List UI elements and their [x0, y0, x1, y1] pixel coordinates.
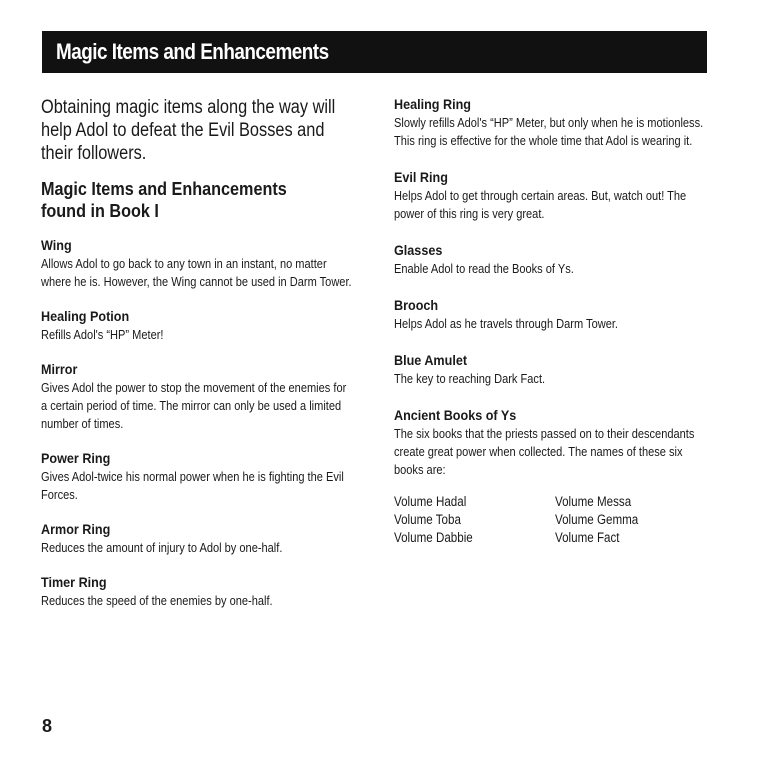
item-name: Armor Ring — [41, 521, 111, 537]
volume-item: Volume Messa — [555, 494, 632, 509]
item-description: Allows Adol to go back to any town in an instant, no matter where he is. However, the Wing cannot be used in Darm Tower. — [41, 256, 352, 289]
item-description: The six books that the priests passed on to their descendants create great power when collected. The names of these six books are: — [394, 426, 695, 477]
item-name: Evil Ring — [394, 169, 448, 185]
item-armor-ring — [41, 521, 361, 557]
item-description: Helps Adol as he travels through Darm Tower. — [394, 316, 618, 331]
item-name: Blue Amulet — [394, 352, 468, 368]
item-power-ring — [41, 450, 361, 504]
item-name: Ancient Books of Ys — [394, 407, 517, 423]
section-heading — [41, 178, 347, 222]
volume-item: Volume Toba — [394, 512, 461, 527]
item-name: Glasses — [394, 242, 443, 258]
title-bar — [42, 31, 707, 73]
item-description: Helps Adol to get through certain areas. But, watch out! The power of this ring is very great. — [394, 188, 687, 221]
item-healing-ring — [394, 96, 719, 150]
volume-item: Volume Gemma — [555, 512, 639, 527]
item-description: Reduces the speed of the enemies by one-half. — [41, 593, 273, 608]
item-name: Healing Potion — [41, 308, 130, 324]
section-heading-line-1: Magic Items and Enhancements — [41, 179, 287, 199]
item-name: Healing Ring — [394, 96, 472, 112]
page-title: Magic Items and Enhancements — [56, 39, 329, 64]
page-number: 8 — [42, 716, 53, 736]
item-blue-amulet — [394, 352, 719, 388]
item-name: Mirror — [41, 361, 78, 377]
item-name: Power Ring — [41, 450, 111, 466]
item-description: The key to reaching Dark Fact. — [394, 371, 546, 386]
item-name: Brooch — [394, 297, 439, 313]
item-description: Slowly refills Adol's “HP” Meter, but only when he is motionless. This ring is effective for the whole time that Adol is wearing it. — [394, 115, 704, 148]
item-ancient-books — [394, 407, 719, 479]
item-mirror — [41, 361, 361, 433]
item-healing-potion — [41, 308, 361, 344]
volume-item: Volume Fact — [555, 530, 620, 545]
volume-item: Volume Dabbie — [394, 530, 473, 545]
item-name: Wing — [41, 237, 72, 253]
item-description: Gives Adol-twice his normal power when he is fighting the Evil Forces. — [41, 469, 344, 502]
item-description: Enable Adol to read the Books of Ys. — [394, 261, 574, 276]
item-name: Timer Ring — [41, 574, 107, 590]
item-evil-ring — [394, 169, 719, 223]
item-description: Reduces the amount of injury to Adol by one-half. — [41, 540, 283, 555]
item-timer-ring — [41, 574, 361, 610]
section-heading-line-2: found in Book I — [41, 201, 159, 221]
item-description: Gives Adol the power to stop the movement of the enemies for a certain period of time. The mirror can only be used a limited number of times. — [41, 380, 347, 431]
left-column — [41, 96, 361, 627]
item-description: Refills Adol's “HP” Meter! — [41, 327, 164, 342]
item-wing — [41, 237, 361, 291]
volume-item: Volume Hadal — [394, 494, 467, 509]
item-glasses — [394, 242, 719, 278]
item-brooch — [394, 297, 719, 333]
right-column — [394, 96, 719, 547]
intro-text: Obtaining magic items along the way will help Adol to defeat the Evil Bosses and their followers. — [41, 97, 336, 164]
volume-list — [394, 493, 719, 547]
